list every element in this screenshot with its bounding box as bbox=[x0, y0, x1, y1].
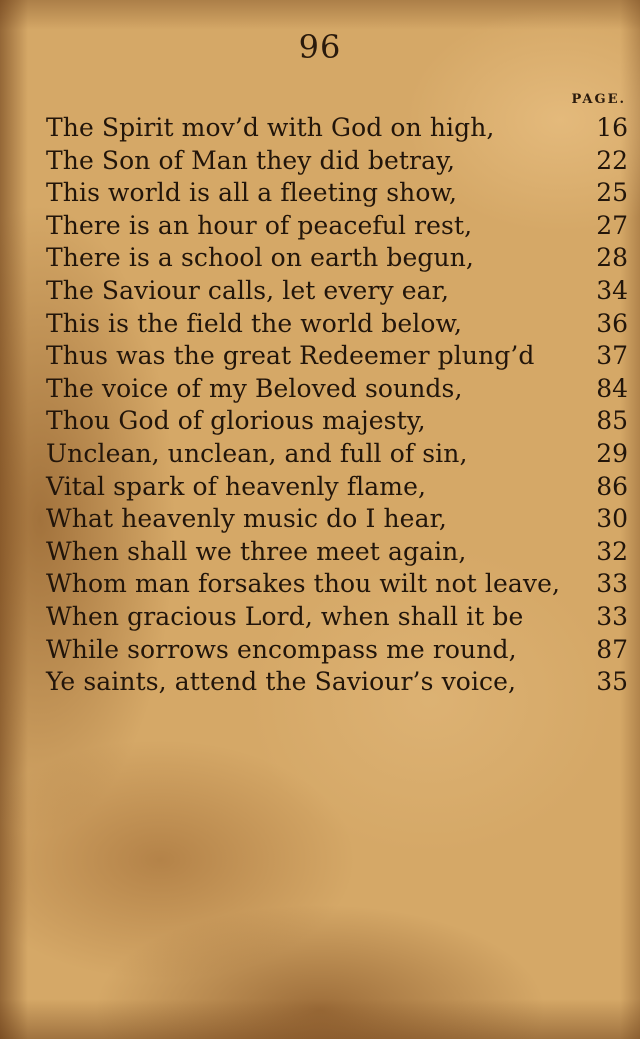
index-entry-title: When gracious Lord, when shall it be bbox=[46, 601, 524, 631]
index-entry-title: There is an hour of peaceful rest, bbox=[46, 210, 473, 240]
index-entry-title: Thus was the great Redeemer plung’d bbox=[46, 341, 535, 371]
index-entry-title: Ye saints, attend the Saviour’s voice, bbox=[46, 667, 517, 697]
index-entry-page: 34 bbox=[596, 275, 628, 305]
index-entry-title: Vital spark of heavenly flame, bbox=[46, 471, 427, 501]
index-entry bbox=[46, 112, 628, 145]
index-entry-title: What heavenly music do I hear, bbox=[46, 504, 447, 534]
index-entry-page: 33 bbox=[596, 569, 628, 599]
index-entry-page: 16 bbox=[596, 113, 628, 142]
index-entry-page: 85 bbox=[596, 406, 628, 436]
index-entry bbox=[46, 601, 628, 634]
index-entry bbox=[46, 373, 628, 406]
index-entry-page: 37 bbox=[596, 341, 628, 371]
index-entry bbox=[46, 634, 628, 667]
page-column-header: PAGE. bbox=[571, 92, 626, 107]
index-entry-title: Whom man forsakes thou wilt not leave, bbox=[46, 569, 561, 599]
index-entry-page: 87 bbox=[596, 634, 628, 664]
index-entry-title: While sorrows encompass me round, bbox=[46, 634, 517, 664]
index-entry-title: This is the field the world below, bbox=[46, 308, 463, 338]
index-entry-page: 32 bbox=[596, 536, 628, 566]
index-entry-page: 27 bbox=[596, 210, 628, 240]
index-entry bbox=[46, 405, 628, 438]
index-entry-page: 28 bbox=[596, 243, 628, 273]
index-entry-title: When shall we three meet again, bbox=[46, 536, 467, 566]
index-entry-page: 29 bbox=[596, 438, 628, 468]
index-entry bbox=[46, 666, 628, 699]
index-entry bbox=[46, 438, 628, 471]
index-entry bbox=[46, 471, 628, 504]
index-entry-page: 86 bbox=[596, 471, 628, 501]
index-entry bbox=[46, 340, 628, 373]
hymn-index-list bbox=[46, 112, 628, 699]
index-entry-page: 35 bbox=[596, 667, 628, 697]
index-entry bbox=[46, 275, 628, 308]
index-entry bbox=[46, 536, 628, 569]
index-entry-title: There is a school on earth begun, bbox=[46, 243, 474, 273]
index-entry-title: The Spirit mov’d with God on high, bbox=[46, 113, 495, 142]
index-entry-title: Unclean, unclean, and full of sin, bbox=[46, 438, 468, 468]
index-entry-page: 33 bbox=[596, 601, 628, 631]
index-entry-page: 84 bbox=[596, 373, 628, 403]
index-entry-title: Thou God of glorious majesty, bbox=[46, 406, 426, 436]
index-entry bbox=[46, 145, 628, 178]
index-entry-page: 25 bbox=[596, 178, 628, 208]
index-entry bbox=[46, 308, 628, 341]
index-entry bbox=[46, 568, 628, 601]
index-entry-title: The voice of my Beloved sounds, bbox=[46, 373, 463, 403]
page-number: 96 bbox=[298, 28, 342, 66]
index-entry-title: The Saviour calls, let every ear, bbox=[46, 275, 450, 305]
index-entry bbox=[46, 242, 628, 275]
index-entry-page: 36 bbox=[596, 308, 628, 338]
index-entry-title: This world is all a fleeting show, bbox=[46, 178, 458, 208]
index-entry bbox=[46, 210, 628, 243]
index-entry-page: 22 bbox=[596, 145, 628, 175]
index-entry bbox=[46, 177, 628, 210]
index-entry-title: The Son of Man they did betray, bbox=[46, 145, 456, 175]
index-entry-page: 30 bbox=[596, 504, 628, 534]
index-entry bbox=[46, 503, 628, 536]
